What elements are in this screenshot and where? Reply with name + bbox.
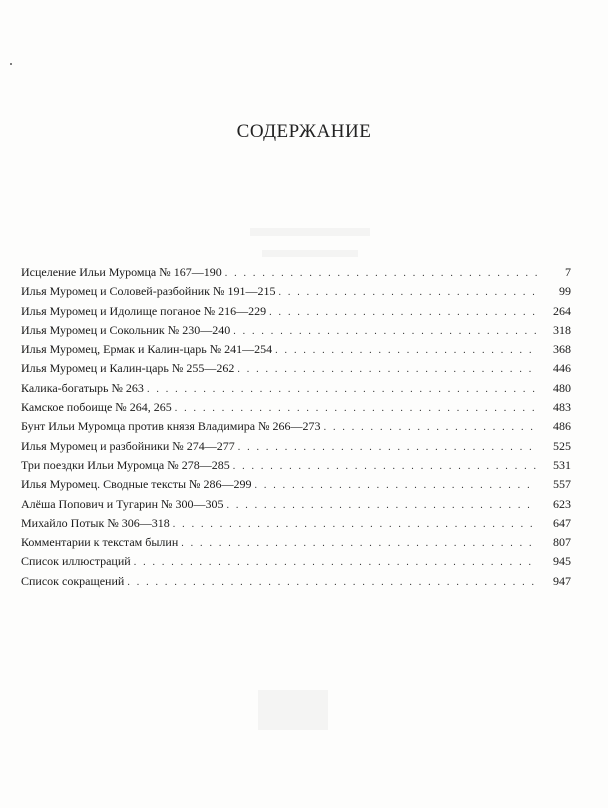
toc-entry[interactable] [21,437,571,456]
toc-entry[interactable] [21,495,571,514]
toc-entry-label: Алёша Попович и Тугарин № 300—305 [21,496,224,511]
toc-entry[interactable] [21,514,571,533]
dot-leader [237,360,537,379]
toc-entry[interactable] [21,475,571,494]
toc-entry-page-number: 446 [553,361,571,376]
page-title: СОДЕРЖАНИЕ [236,121,372,142]
dot-leader [173,515,537,534]
toc-entry[interactable] [21,456,571,475]
dot-leader [175,399,537,418]
toc-entry[interactable] [21,321,571,340]
toc-entry-label: Илья Муромец. Сводные тексты № 286—299 [21,477,252,492]
toc-entry[interactable] [21,533,571,552]
toc-entry[interactable] [21,379,571,398]
dot-leader [181,534,537,553]
toc-entry-label: Илья Муромец и Идолище поганое № 216—229 [21,303,267,318]
toc-entry-page-number: 557 [553,477,571,492]
toc-entry-page-number: 318 [553,322,571,337]
toc-entry-page-number: 486 [553,419,571,434]
toc-entry-page-number: 947 [553,573,571,588]
dot-leader [254,476,537,495]
toc-entry[interactable] [21,417,571,436]
dot-leader [233,322,537,341]
toc-entry-label: Илья Муромец и Калин-царь № 255—262 [21,361,235,376]
dot-leader [147,380,537,399]
toc-entry-page-number: 483 [553,400,571,415]
dot-leader [269,303,537,322]
toc-entry-page-number: 647 [553,515,571,530]
show-through-band [262,250,358,257]
dot-leader [275,341,537,360]
toc-entry[interactable] [21,263,571,282]
dot-leader [127,573,537,592]
toc-entry[interactable] [21,340,571,359]
toc-entry-page-number: 525 [553,438,571,453]
toc-entry-label: Калика-богатырь № 263 [21,380,144,395]
toc-entry-label: Михайло Потык № 306—318 [21,515,170,530]
toc-entry-page-number: 7 [565,265,571,279]
toc-entry-page-number: 99 [559,284,571,299]
table-of-contents [21,263,571,591]
dot-leader [225,264,537,283]
toc-entry-page-number: 531 [553,457,571,472]
toc-entry-label: Исцеление Ильи Муромца № 167—190 [21,265,222,279]
dot-leader [238,438,537,457]
toc-entry-label: Комментарии к текстам былин [21,535,179,550]
toc-entry[interactable] [21,282,571,301]
dot-leader [278,283,537,302]
toc-entry-label: Илья Муромец, Ермак и Калин-царь № 241—254 [21,342,273,357]
dot-leader [233,457,537,476]
show-through-band [250,228,370,236]
toc-entry-label: Илья Муромец и Сокольник № 230—240 [21,322,231,337]
dot-leader [226,496,537,515]
toc-entry-page-number: 480 [553,380,571,395]
toc-entry-label: Илья Муромец и Соловей-разбойник № 191—215 [21,284,276,299]
toc-entry[interactable] [21,302,571,321]
dot-leader [324,418,537,437]
toc-entry-label: Список сокращений [21,573,125,588]
toc-entry-page-number: 368 [553,342,571,357]
toc-entry-label: Список иллюстраций [21,554,131,569]
show-through-band [258,690,328,730]
toc-entry-label: Бунт Ильи Муромца против князя Владимира № 266—273 [21,419,321,434]
toc-entry-page-number: 623 [553,496,571,511]
dot-leader [134,553,537,572]
toc-entry-page-number: 945 [553,554,571,569]
toc-entry[interactable] [21,572,571,591]
toc-entry-label: Камское побоище № 264, 265 [21,400,172,415]
toc-entry[interactable] [21,359,571,378]
toc-entry-label: Илья Муромец и разбойники № 274—277 [21,438,235,453]
toc-entry-label: Три поездки Ильи Муромца № 278—285 [21,457,230,472]
toc-entry[interactable] [21,398,571,417]
toc-entry[interactable] [21,552,571,571]
toc-entry-page-number: 264 [553,303,571,318]
toc-entry-page-number: 807 [553,535,571,550]
paper-speck [10,63,12,65]
